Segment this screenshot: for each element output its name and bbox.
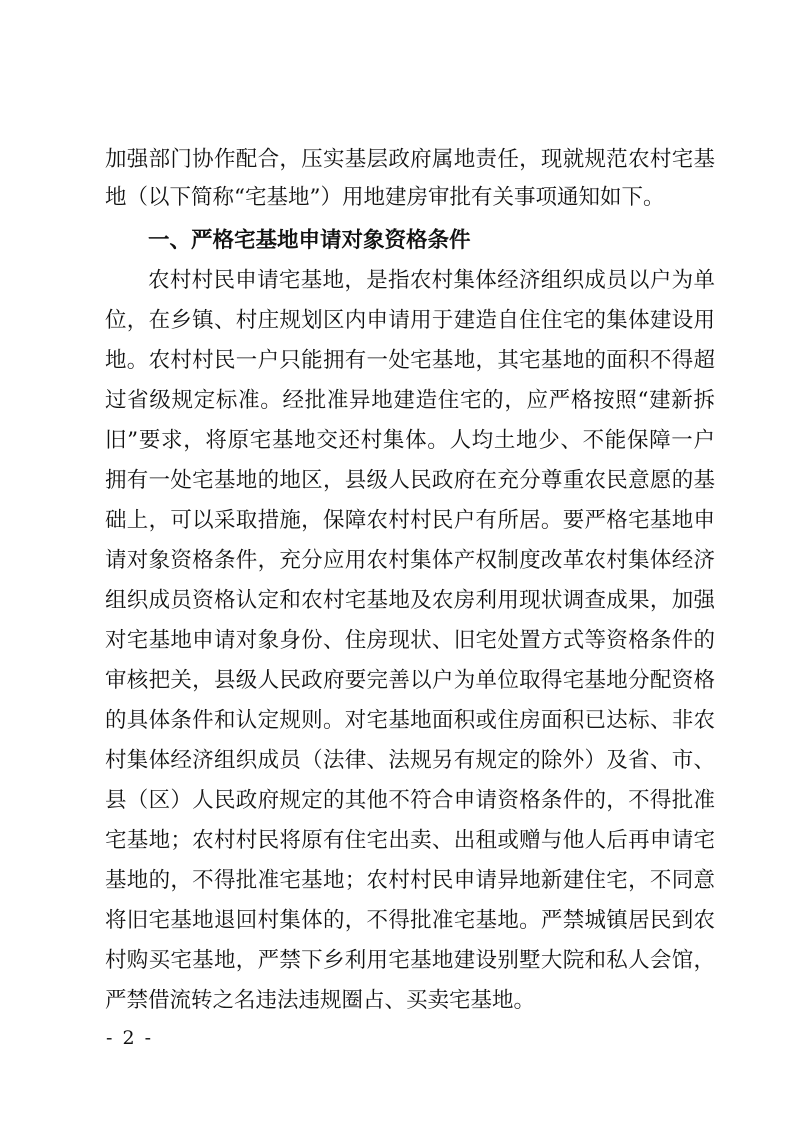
paragraph-line: 拥有一处宅基地的地区，县级人民政府在充分尊重农民意愿的基	[105, 468, 715, 493]
paragraph-line: 县（区）人民政府规定的其他不符合申请资格条件的，不得批准	[105, 788, 715, 813]
paragraph-line: 过省级规定标准。经批准异地建造住宅的，应严格按照“建新拆	[105, 388, 715, 413]
paragraph-line: 村集体经济组织成员（法律、法规另有规定的除外）及省、市、	[105, 748, 715, 773]
page-number: - 2 -	[106, 1027, 154, 1049]
section-heading: 一、严格宅基地申请对象资格条件	[148, 228, 471, 253]
paragraph-line: 位，在乡镇、村庄规划区内申请用于建造自住住宅的集体建设用	[105, 308, 715, 333]
paragraph-line: 村购买宅基地，严禁下乡利用宅基地建设别墅大院和私人会馆，	[105, 948, 715, 973]
paragraph-line: 基地的，不得批准宅基地；农村村民申请异地新建住宅，不同意	[105, 868, 715, 893]
paragraph-line: 将旧宅基地退回村集体的，不得批准宅基地。严禁城镇居民到农	[105, 908, 715, 933]
paragraph-line: 组织成员资格认定和农村宅基地及农房利用现状调查成果，加强	[105, 588, 715, 613]
paragraph-line: 对宅基地申请对象身份、住房现状、旧宅处置方式等资格条件的	[105, 628, 715, 653]
paragraph-line: 审核把关，县级人民政府要完善以户为单位取得宅基地分配资格	[105, 668, 715, 693]
intro-line: 加强部门协作配合，压实基层政府属地责任，现就规范农村宅基	[105, 147, 715, 172]
intro-line: 地（以下简称“宅基地”）用地建房审批有关事项通知如下。	[105, 185, 665, 210]
paragraph-line: 础上，可以采取措施，保障农村村民户有所居。要严格宅基地申	[105, 508, 715, 533]
paragraph-line: 严禁借流转之名违法违规圈占、买卖宅基地。	[105, 988, 536, 1013]
paragraph-line: 旧”要求，将原宅基地交还村集体。人均土地少、不能保障一户	[105, 428, 715, 453]
paragraph-line: 请对象资格条件，充分应用农村集体产权制度改革农村集体经济	[105, 548, 715, 573]
paragraph-line: 宅基地；农村村民将原有住宅出卖、出租或赠与他人后再申请宅	[105, 828, 715, 853]
paragraph-line: 的具体条件和认定规则。对宅基地面积或住房面积已达标、非农	[105, 708, 715, 733]
paragraph-line: 农村村民申请宅基地，是指农村集体经济组织成员以户为单	[148, 268, 715, 293]
paragraph-line: 地。农村村民一户只能拥有一处宅基地，其宅基地的面积不得超	[105, 348, 715, 373]
